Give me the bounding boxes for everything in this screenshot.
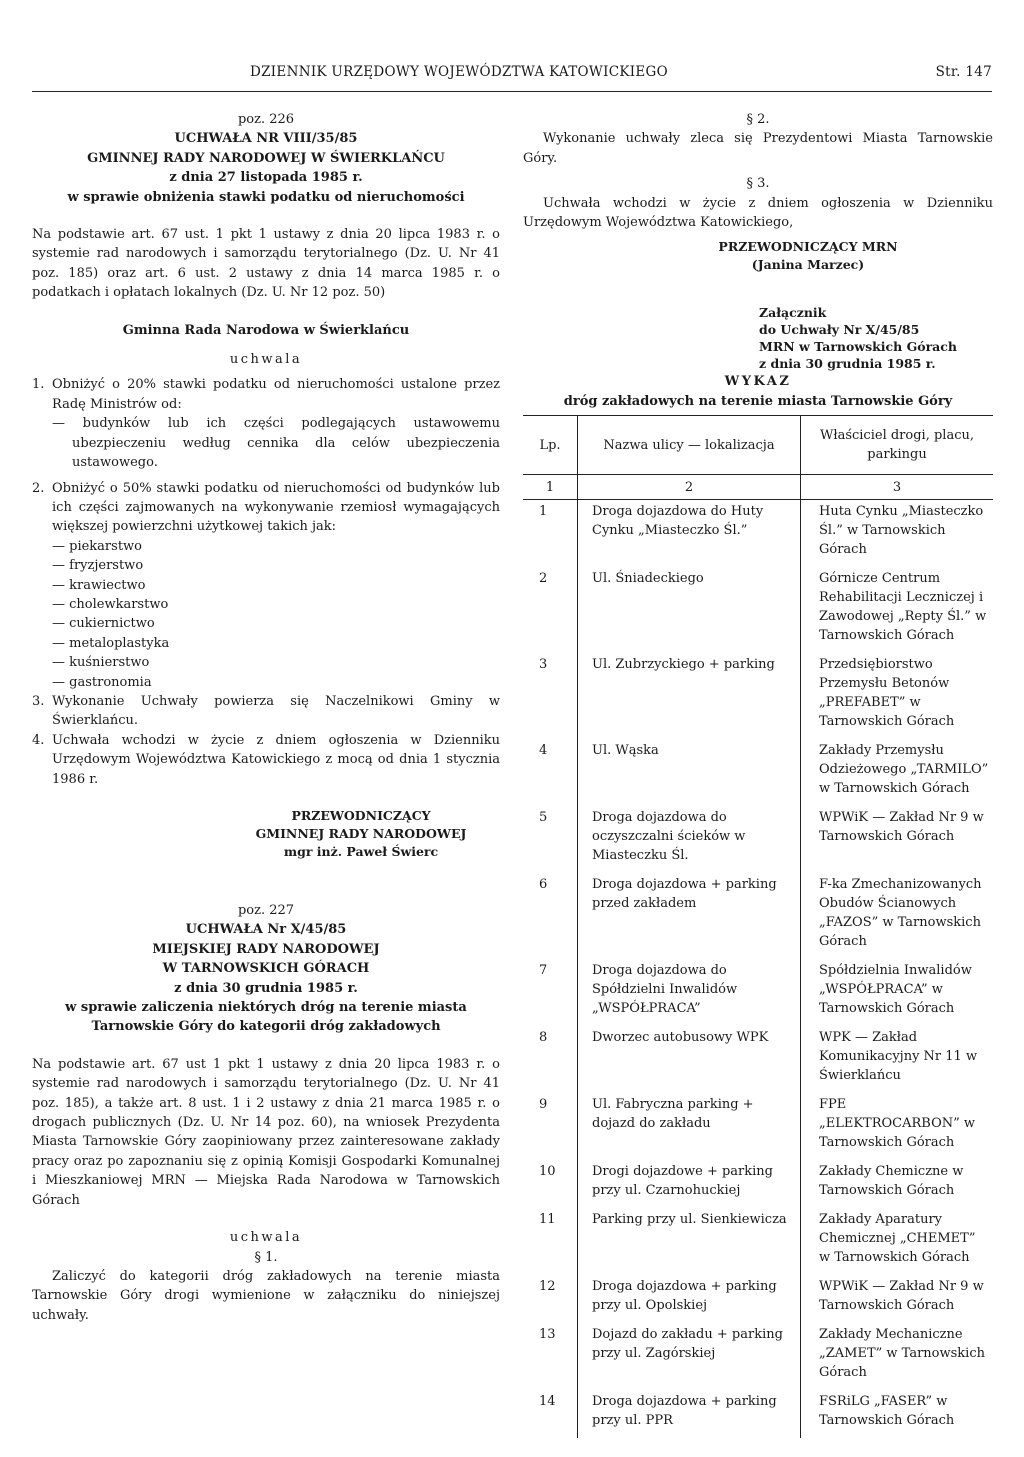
signature-block [32,807,500,861]
act-issuer-place: W TARNOWSKICH GÓRACH [162,961,370,977]
roads-table [523,415,993,1438]
road-owner: WPK — Zakład Komunikacyjny Nr 11 w Świerklańcu [801,1026,994,1093]
road-owner: Spółdzielnia Inwalidów „WSPÓŁPRACA” w Tarnowskich Górach [801,959,994,1026]
row-number: 6 [539,877,548,893]
road-name: Dworzec autobusowy WPK [578,1026,801,1093]
row-number: 12 [539,1279,556,1295]
row-number: 1 [539,504,548,520]
road-name: Ul. Wąska [578,739,801,806]
craft-item: — cukiernictwo [52,616,155,632]
act-issuer: GMINNEJ RADY NARODOWEJ W ŚWIERKLAŃCU [87,150,445,166]
table-row [523,1323,993,1390]
act-position: poz. 227 [237,903,295,918]
road-owner: WPWiK — Zakład Nr 9 w Tarnowskich Górach [801,1275,994,1323]
road-name: Droga dojazdowa + parking przy ul. PPR [578,1390,801,1438]
row-number: 10 [539,1164,556,1180]
table-row [523,1093,993,1160]
road-name: Ul. Zubrzyckiego + parking [578,653,801,739]
point-text: Uchwała wchodzi w życie z dniem ogłoszenia w Dzienniku Urzędowym Województwa Katowickiego z mocą od dnia 1 stycznia 1986 r. [52,732,500,787]
road-owner: Zakłady Przemysłu Odzieżowego „TARMILO” w Tarnowskich Górach [801,739,994,806]
road-name: Parking przy ul. Sienkiewicza [578,1208,801,1275]
act-preamble: Na podstawie art. 67 ust 1 pkt 1 ustawy z dnia 20 lipca 1983 r. o systemie rad narodowych i samorządu terytorialnego (Dz. U. Nr 41 poz. 185), a także art. 8 ust. 1 i 2 ustawy z dnia 21 marca 1985 r. o drogach publicznych (Dz. U. Nr 14 poz. 60), na wniosek Prezydenta Miasta Tarnowskie Góry zaopiniowany przez zainteresowane zakłady pracy oraz po zapoznaniu się z opinią Komisji Gospodarki Komunalnej i Mieszkaniowej MRN — Miejska Rada Narodowa w Tarnowskich Górach [32,1056,500,1208]
craft-item: — metaloplastyka [52,635,170,651]
road-owner: Górnicze Centrum Rehabilitacji Leczniczej i Zawodowej „Repty Śl.” w Tarnowskich Górach [801,567,994,653]
road-name: Ul. Fabryczna parking + dojazd do zakładu [578,1093,801,1160]
table-row [523,1160,993,1208]
point-text: Obniżyć o 20% stawki podatku od nieruchomości ustalone przez Radę Ministrów od: [52,377,500,412]
table-row [523,1390,993,1438]
road-owner: F-ka Zmechanizowanych Obudów Ścianowych „FAZOS” w Tarnowskich Górach [801,873,994,959]
column-header: Nazwa ulicy — lokalizacja [578,416,801,475]
table-row [523,1026,993,1093]
signature-name: (Janina Marzec) [751,257,865,273]
act-issuer: MIEJSKIEJ RADY NARODOWEJ [152,941,380,957]
road-name: Dojazd do zakładu + parking przy ul. Zagórskiej [578,1323,801,1390]
table-row [523,959,993,1026]
annex-issuer: MRN w Tarnowskich Górach [759,339,957,355]
act-preamble: Na podstawie art. 67 ust. 1 pkt 1 ustawy z dnia 20 lipca 1983 r. o systemie rad narodowych i samorządu terytorialnego (Dz. U. Nr 41 poz. 185) oraz art. 6 ust. 2 ustawy z dnia 14 marca 1985 r. o podatkach i opłatach lokalnych (Dz. U. Nr 12 poz. 50) [32,227,500,301]
header-divider [32,91,992,92]
road-owner: Huta Cynku „Miasteczko Śl.” w Tarnowskich Górach [801,500,994,568]
table-row [523,806,993,873]
list-subtitle: dróg zakładowych na terenie miasta Tarnowskie Góry [563,393,953,409]
point-1-sub: — budynków lub ich części podlegających ustawowemu ubezpieczeniu według cennika dla celów ubezpieczenia ustawowego. [52,416,500,471]
road-name: Drogi dojazdowe + parking przy ul. Czarnohuckiej [578,1160,801,1208]
point-2 [32,479,500,537]
signature-block [523,238,993,274]
table-header-row [523,416,993,475]
road-owner: Zakłady Aparatury Chemicznej „CHEMET” w Tarnowskich Górach [801,1208,994,1275]
point-text: Obniżyć o 50% stawki podatku od nieruchomości od budynków lub ich części zajmowanych na wykonywanie rzemiosł wymagających większej powierzchni użytkowej takich jak: [52,480,500,535]
row-number: 11 [539,1212,556,1228]
craft-item: — cholewkarstwo [52,596,169,612]
annex-label: Załącznik [759,305,827,321]
road-name: Ul. Śniadeckiego [578,567,801,653]
craft-item: — kuśnierstwo [52,655,150,671]
table-row [523,739,993,806]
page-number: Str. 147 [935,64,992,80]
row-number: 14 [539,1394,556,1410]
table-row [523,873,993,959]
table-row [523,1208,993,1275]
column-header: Lp. [523,416,578,475]
journal-title: DZIENNIK URZĘDOWY WOJEWÓDZTWA KATOWICKIEGO [250,64,668,80]
point-number: 3. [32,693,45,709]
row-number: 4 [539,743,548,759]
act-subject: w sprawie obniżenia stawki podatku od nieruchomości [67,189,465,205]
table-row [523,567,993,653]
road-owner: WPWiK — Zakład Nr 9 w Tarnowskich Górach [801,806,994,873]
signature-name: mgr inż. Paweł Świerc [283,844,439,859]
road-name: Droga dojazdowa + parking przed zakładem [578,873,801,959]
column-number: 3 [801,475,994,500]
act-title: UCHWAŁA Nr X/45/85 [185,922,347,938]
row-number: 3 [539,657,548,673]
column-number: 1 [523,475,578,500]
signature-role: PRZEWODNICZĄCY [291,808,431,823]
column-header: Właściciel drogi, placu, parkingu [801,416,994,475]
point-4 [32,731,500,789]
craft-item: — piekarstwo [52,538,142,554]
section-number: § 2. [746,112,770,127]
act-position: poz. 226 [237,112,295,127]
table-row [523,1275,993,1323]
point-1 [32,375,500,414]
road-name: Droga dojazdowa do Huty Cynku „Miasteczko Śl.” [578,500,801,568]
signature-role: PRZEWODNICZĄCY MRN [718,239,898,255]
road-owner: FSRiLG „FASER” w Tarnowskich Górach [801,1390,994,1438]
point-number: 2. [32,480,45,496]
table-row [523,653,993,739]
row-number: 2 [539,571,548,587]
row-number: 13 [539,1327,556,1343]
list-title: WYKAZ [724,374,792,390]
annex-date: z dnia 30 grudnia 1985 r. [759,356,936,372]
resolves-heading: uchwala [229,352,303,368]
resolves-heading: uchwala [229,1230,303,1246]
craft-item: — fryzjerstwo [52,558,144,574]
point-text: Wykonanie Uchwały powierza się Naczelnikowi Gminy w Świerklańcu. [52,693,500,729]
road-owner: Zakłady Chemiczne w Tarnowskich Górach [801,1160,994,1208]
section-text: Uchwała wchodzi w życie z dniem ogłoszenia w Dzienniku Urzędowym Województwa Katowickiego, [523,195,993,231]
road-name: Droga dojazdowa do Spółdzielni Inwalidów „WSPÓŁPRACA” [578,959,801,1026]
road-name: Droga dojazdowa do oczyszczalni ścieków w Miasteczku Śl. [578,806,801,873]
row-number: 8 [539,1030,548,1046]
road-owner: Przedsiębiorstwo Przemysłu Betonów „PREFABET” w Tarnowskich Górach [801,653,994,739]
section-text: Zaliczyć do kategorii dróg zakładowych na terenie miasta Tarnowskie Góry drogi wymienione w załączniku do niniejszej uchwały. [32,1268,500,1323]
road-owner: FPE „ELEKTROCARBON” w Tarnowskich Górach [801,1093,994,1160]
right-column [523,110,993,1438]
table-row [523,500,993,568]
point-number: 4. [32,732,45,748]
signature-body: GMINNEJ RADY NARODOWEJ [255,826,467,841]
table-column-numbers [523,475,993,500]
page-header [250,64,992,88]
row-number: 5 [539,810,548,826]
act-title: UCHWAŁA NR VIII/35/85 [174,131,358,147]
column-number: 2 [578,475,801,500]
act-subject: w sprawie zaliczenia niektórych dróg na terenie miasta Tarnowskie Góry do kategorii dróg zakładowych [65,1000,467,1035]
row-number: 7 [539,963,548,979]
row-number: 9 [539,1097,548,1113]
craft-item: — gastronomia [52,674,152,690]
point-number: 1. [32,377,45,393]
act-date: z dnia 30 grudnia 1985 r. [174,980,358,996]
section-number: § 3. [746,176,770,192]
section-text: Wykonanie uchwały zleca się Prezydentowi Miasta Tarnowskie Góry. [523,131,993,166]
act-date: z dnia 27 listopada 1985 r. [169,170,363,186]
point-3 [32,692,500,731]
annex-reference: do Uchwały Nr X/45/85 [759,322,920,338]
road-name: Droga dojazdowa + parking przy ul. Opolskiej [578,1275,801,1323]
craft-item: — krawiectwo [52,577,146,593]
annex-header [523,304,993,372]
section-number: § 1. [254,1249,278,1265]
council-name: Gminna Rada Narodowa w Świerklańcu [122,322,410,338]
road-owner: Zakłady Mechaniczne „ZAMET” w Tarnowskich Górach [801,1323,994,1390]
left-column [32,110,500,1325]
